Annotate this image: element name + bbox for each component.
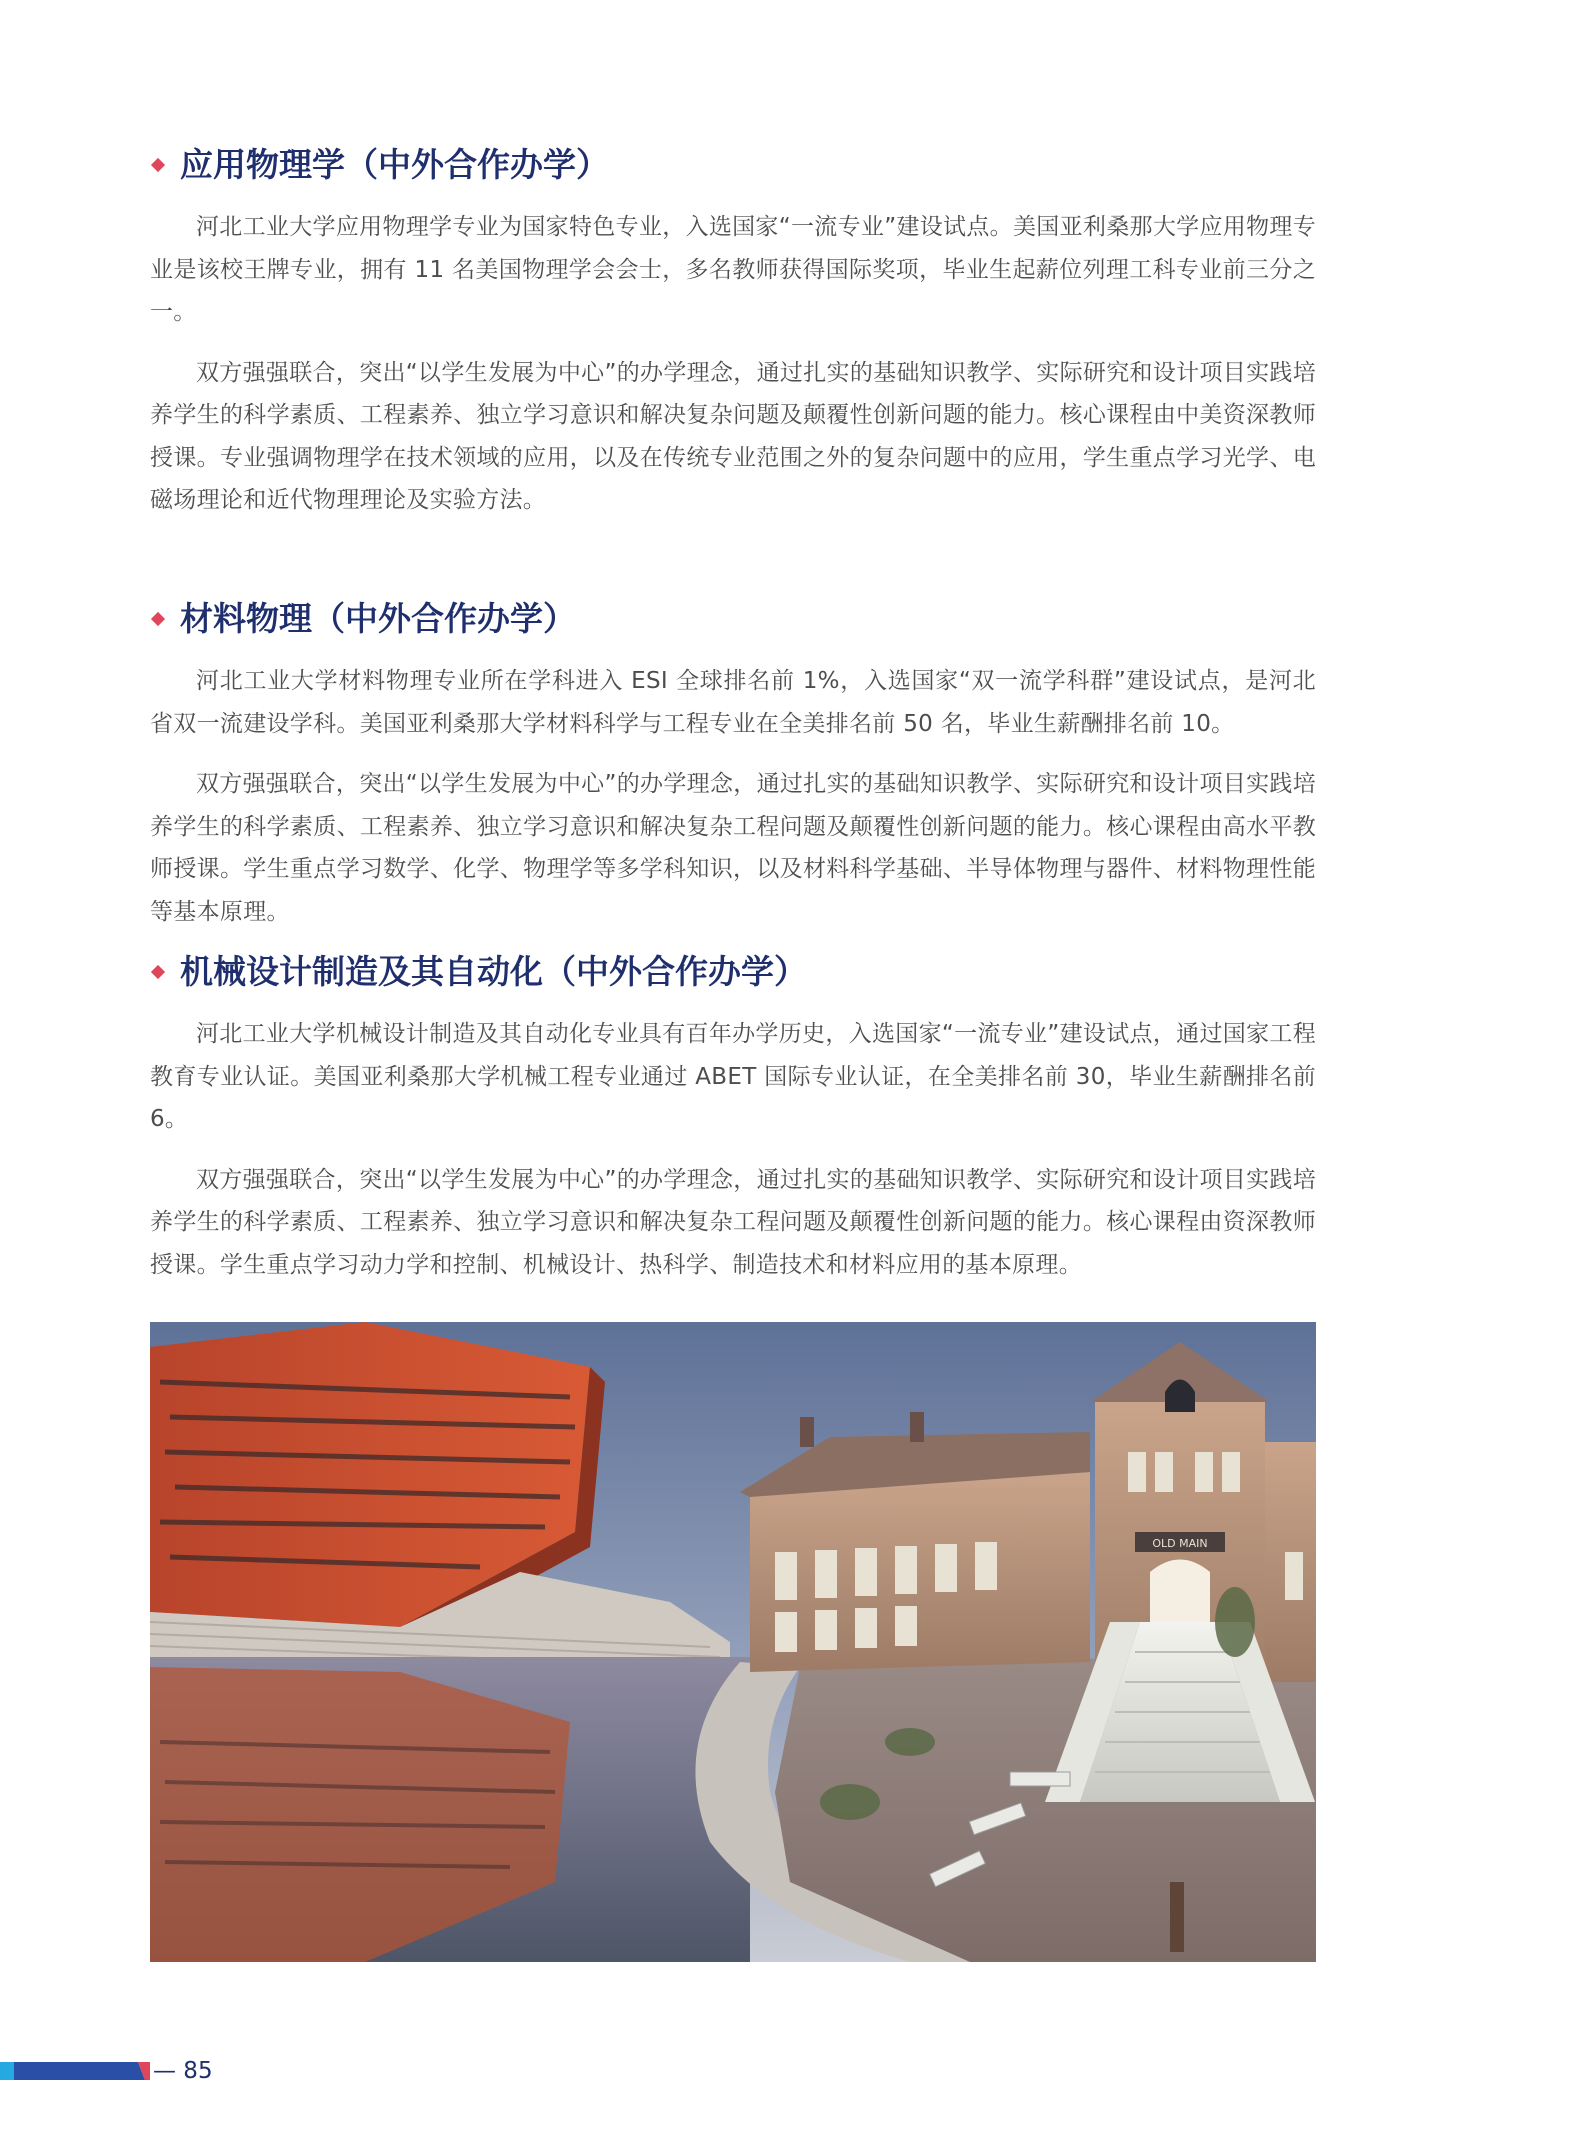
- campus-photo: [150, 1322, 1316, 1962]
- diamond-bullet-icon: [151, 158, 165, 172]
- section-heading: [150, 143, 1316, 187]
- page-number: — 85: [153, 2058, 213, 2084]
- diamond-bullet-icon: [151, 965, 165, 979]
- footer-accent-bar: [0, 2062, 150, 2080]
- paragraph: 河北工业大学机械设计制造及其自动化专业具有百年办学历史，入选国家“一流专业”建设试点，通过国家工程教育专业认证。美国亚利桑那大学机械工程专业通过 ABET 国际专业认证，在全美排名前 30，毕业生薪酬排名前 6。: [150, 1021, 1316, 1132]
- section-title: 材料物理（中外合作办学）: [180, 599, 576, 638]
- section-applied-physics: [150, 143, 1316, 522]
- section-materials-physics: [150, 597, 1316, 933]
- paragraph: 双方强强联合，突出“以学生发展为中心”的办学理念，通过扎实的基础知识教学、实际研究和设计项目实践培养学生的科学素质、工程素养、独立学习意识和解决复杂工程问题及颠覆性创新问题的能力。核心课程由资深教师授课。学生重点学习动力学和控制、机械设计、热科学、制造技术和材料应用的基本原理。: [150, 1166, 1316, 1278]
- section-heading: [150, 950, 1316, 994]
- section-heading: [150, 597, 1316, 641]
- section-mechanical-design: [150, 950, 1316, 1286]
- paragraph: 河北工业大学材料物理专业所在学科进入 ESI 全球排名前 1%，入选国家“双一流学科群”建设试点，是河北省双一流建设学科。美国亚利桑那大学材料科学与工程专业在全美排名前 50 名，毕业生薪酬排名前 10。: [150, 668, 1316, 737]
- diamond-bullet-icon: [151, 612, 165, 626]
- paragraph: 河北工业大学应用物理学专业为国家特色专业，入选国家“一流专业”建设试点。美国亚利桑那大学应用物理专业是该校王牌专业，拥有 11 名美国物理学会会士，多名教师获得国际奖项，毕业生起薪位列理工科专业前三分之一。: [150, 214, 1316, 325]
- section-title: 机械设计制造及其自动化（中外合作办学）: [180, 952, 807, 991]
- paragraph: 双方强强联合，突出“以学生发展为中心”的办学理念，通过扎实的基础知识教学、实际研究和设计项目实践培养学生的科学素质、工程素养、独立学习意识和解决复杂工程问题及颠覆性创新问题的能力。核心课程由高水平教师授课。学生重点学习数学、化学、物理学等多学科知识，以及材料科学基础、半导体物理与器件、材料物理性能等基本原理。: [150, 771, 1316, 925]
- section-title: 应用物理学（中外合作办学）: [180, 145, 609, 184]
- paragraph: 双方强强联合，突出“以学生发展为中心”的办学理念，通过扎实的基础知识教学、实际研究和设计项目实践培养学生的科学素质、工程素养、独立学习意识和解决复杂问题及颠覆性创新问题的能力。核心课程由中美资深教师授课。专业强调物理学在技术领域的应用，以及在传统专业范围之外的复杂问题中的应用，学生重点学习光学、电磁场理论和近代物理理论及实验方法。: [150, 359, 1316, 513]
- old-main-sign: OLD MAIN: [1152, 1537, 1208, 1550]
